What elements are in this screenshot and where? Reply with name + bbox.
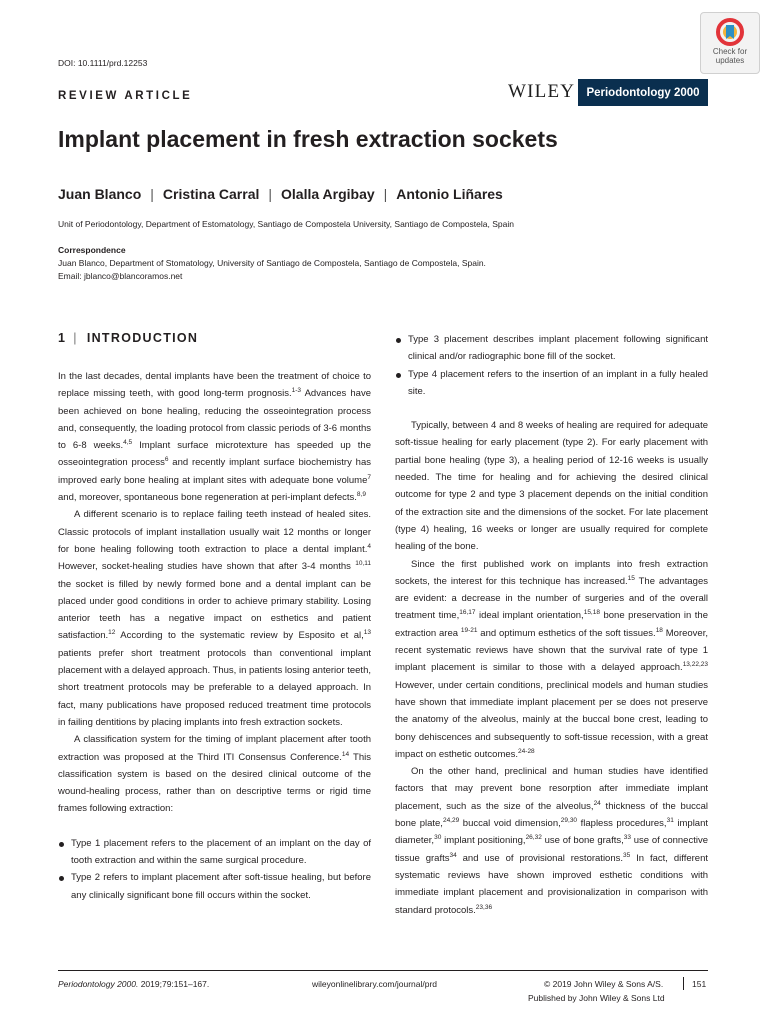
citation-ref[interactable]: 12 [108,629,116,637]
paragraph: Since the first published work on implants into fresh extraction sockets, the interest for this technique has increased.$^{15}$ The advantages are evident: a decrease in the number of surgeries and of the overall treatment time,$^{16,17}$ ideal implant orientation,$^{15,18}$ bone preservation in the extraction area $^{19-21}$ and optimum esthetics of the soft tissues.$^{18}$ Moreover, recent systematic reviews have shown that the survival rate of type 1 implant placement is similar to those with a delayed approach.$^{13,22,23}$ However, under certain conditions, preclinical models and human studies have shown that immediate implant placement per se does not preserve the anatomy of the alveolus, mainly at the buccal bone crest, leading to bony dehiscences and subsequently to soft-tissue recession, with a great impact on esthetic outcomes.$^{24-28}$ [395,558,708,760]
footer-journal: Periodontology 2000. [58,979,139,989]
page-number: 151 [692,979,707,989]
copyright: © 2019 John Wiley & Sons A/S. [544,979,664,989]
citation-ref[interactable]: 7 [367,473,371,481]
citation-ref[interactable]: 18 [655,626,663,634]
journal-url-link[interactable]: wileyonlinelibrary.com/journal/prd [312,979,438,989]
citation-ref[interactable]: 24,29 [442,816,460,824]
author-separator: | [268,186,273,202]
citation-ref[interactable]: 13 [363,629,371,637]
citation-ref[interactable]: 13,22,23 [682,661,708,669]
author-separator: | [150,186,154,202]
author-separator: | [383,186,388,202]
placement-type-list [58,835,371,904]
journal-name-box: Periodontology 2000 [578,79,708,106]
citation-ref[interactable]: 15,18 [583,609,600,617]
affiliation: Unit of Periodontology, Department of Estomatology, Santiago de Compostela University, Santiago de Compostela, Spain [58,219,514,229]
correspondence-heading: Correspondence [58,245,126,255]
paragraph: In the last decades, dental implants have been the treatment of choice to replace missing teeth, with good long-term prognosis.$^{1-3}$ Advances have been achieved on bone healing, reducing the osseointegration process and, consequently, the loading protocol from classic periods of 3-6 months to 6-8 weeks.$^{4,5}$ Implant surface microtexture has speeded up the osseointegration process$^6$ and recently implant surface biochemistry has improved early bone healing at implant sites with adequate bone volume$^7$ and, moreover, spontaneous bone regeneration at peri-implant defects.$^{8,9}$ [58,371,371,504]
author-list [58,186,503,202]
citation-ref[interactable]: 24-28 [518,747,535,755]
section-heading [58,331,198,345]
section-number: 1 [58,331,67,345]
paragraph: A classification system for the timing of implant placement after tooth extraction was proposed at the Third ITI Consensus Conference.$^{14}$ This classification system is based on the desired clinical outcome of the wound-healing process, rather than on descriptive terms or rigid time frames following extraction: [58,734,371,815]
author: Antonio Liñares [396,186,503,202]
citation-ref[interactable]: 6 [164,456,169,464]
correspondence-address: Juan Blanco, Department of Stomatology, University of Santiago de Compostela, Santiago de Compostela, Spain. [58,258,486,268]
list-item: Type 4 placement refers to the insertion of an implant in a fully healed site. [395,366,708,401]
author: Cristina Carral [162,186,260,202]
doi: DOI: 10.1111/prd.12253 [58,58,148,68]
left-column [58,368,371,904]
citation-ref[interactable]: 35 [623,851,631,859]
list-item: Type 1 placement refers to the placement of an implant on the day of tooth extraction and within the same surgical procedure. [58,835,371,870]
check-for-updates-badge[interactable] [700,12,760,74]
footer-divider [58,970,708,971]
footer-volume: 2019;79:151–167. [138,979,210,989]
citation-ref[interactable]: 33 [623,834,631,842]
paragraph: Typically, between 4 and 8 weeks of healing are required for adequate soft-tissue healing for early placement (type 2). For early placement with partial bone healing (type 3), a healing period of 12-16 weeks is usually needed. The time for healing and for achieving the desired clinical outcome for type 2 and type 3 placement depends on the initial condition of the extraction site and the dimensions of the socket. For late placement (type 4) healing, 16 weeks or longer are usually required for complete healing of the bone. [395,420,708,553]
citation-ref[interactable]: 24 [593,799,601,807]
citation-ref[interactable]: 34 [449,851,457,859]
author: Olalla Argibay [281,186,375,202]
publisher-line: Published by John Wiley & Sons Ltd [528,993,665,1003]
citation-ref[interactable]: 30 [434,834,442,842]
list-item: Type 3 placement describes implant placement following significant clinical and/or radiographic bone fill of the socket. [395,331,708,366]
citation-ref[interactable]: 4,5 [123,439,133,447]
citation-ref[interactable]: 4 [367,542,371,550]
citation-ref[interactable]: 23,36 [475,903,493,911]
citation-ref[interactable]: 26,32 [525,834,542,842]
check-for-updates-label: Check for updates [712,47,748,65]
section-title: INTRODUCTION [86,331,199,345]
author: Juan Blanco [58,186,142,202]
publisher-logo: WILEY [508,81,576,102]
citation-ref[interactable]: 29,30 [560,816,578,824]
check-for-updates-icon [715,17,745,47]
citation-ref[interactable]: 8,9 [356,490,366,498]
footer-citation [58,979,209,989]
paragraph: A different scenario is to replace failing teeth instead of healed sites. Classic protocols of implant installation usually wait 12 months or longer for bone healing following tooth extraction to place a dental implant.$^4$ However, socket-healing studies have shown that after 3-4 months $^{10,11}$ the socket is filled by newly formed bone and a dental implant can be placed under good conditions in order to achieve primary stability. Losing anterior teeth has a negative impact on esthetics and patient satisfaction.$^{12}$ According to the systematic review by Esposito et al,$^{13}$ patients prefer short treatment protocols than conventional implant placement with a delayed approach. Thus, in patients losing anterior teeth, short treatment protocols may be preferable to a delayed approach. In fact, many publications have proposed reduced treatment time protocols in failing dentitions by placing implants into fresh extraction sockets. [58,509,371,728]
citation-ref[interactable]: 15 [627,574,635,582]
right-column [395,331,708,919]
paper-title: Implant placement in fresh extraction sockets [58,126,558,152]
list-item: Type 2 refers to implant placement after soft-tissue healing, but before any clinically significant bone fill occurs within the socket. [58,869,371,904]
citation-ref[interactable]: 14 [341,750,350,758]
citation-ref[interactable]: 31 [666,816,674,824]
citation-ref[interactable]: 1-3 [291,387,302,395]
footer-separator [683,977,684,990]
article-type: REVIEW ARTICLE [58,90,193,102]
citation-ref[interactable]: 16,17 [459,609,476,617]
citation-ref[interactable]: 19-21 [460,626,478,634]
section-separator: | [73,331,78,345]
paragraph: On the other hand, preclinical and human studies have identified factors that may prevent bone resorption after immediate implant placement, such as the size of the alveolus,$^{24}$ thickness of the buccal bone plate,$^{24,29}$ buccal void dimension,$^{29,30}$ flapless procedures,$^{31}$ implant diameter,$^{30}$ implant positioning,$^{26,32}$ use of bone grafts,$^{33}$ use of connective tissue grafts$^{34}$ and use of provisional restorations.$^{35}$ In fact, different systematic reviews have shown improved esthetic conditions with immediate implant placement and provisionalization in comparison with standard protocols.$^{23,36}$ [395,766,709,916]
placement-type-list [395,331,708,400]
correspondence-email: Email: jblanco@blancoramos.net [58,271,183,281]
citation-ref[interactable]: 10,11 [355,560,371,568]
